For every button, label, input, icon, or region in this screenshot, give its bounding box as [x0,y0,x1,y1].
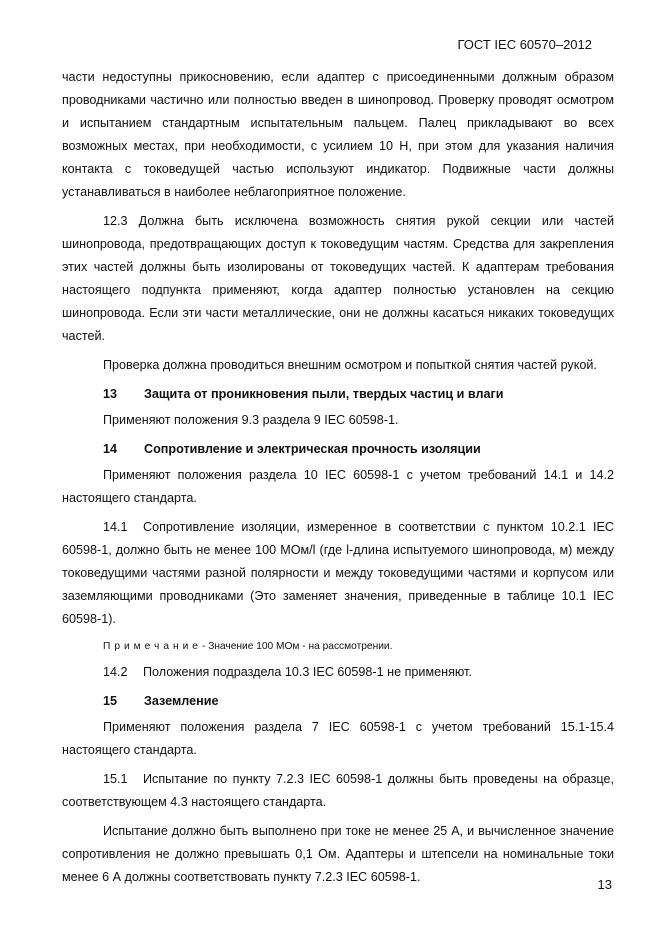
section-title: Сопротивление и электрическая прочность изоляции [144,442,481,456]
note-label: Примечание [103,641,202,652]
clause-number: 14.1 [103,520,128,534]
note-text: - Значение 100 МОм - на рассмотрении. [201,641,393,652]
clause-number: 15.1 [103,772,128,786]
note [62,637,614,657]
paragraph-verification: Проверка должна проводиться внешним осмотром и попыткой снятия частей рукой. [103,358,597,372]
section-number: 15 [103,694,118,708]
paragraph-15-text: Применяют положения раздела 7 IEC 60598-1 с учетом требований 15.1-15.4 настоящего стандарта. [62,720,614,757]
clause-14-2 [62,661,614,684]
section-number: 13 [103,387,118,401]
section-title: Защита от проникновения пыли, твердых частиц и влаги [144,387,504,401]
section-14-heading [62,438,614,460]
document-body [62,66,614,895]
paragraph-15-test: Испытание должно быть выполнено при токе не менее 25 А, и вычисленное значение сопротивления не должно превышать 0,1 Ом. Адаптеры и штепсели на номинальные токи менее 6 А должны соответствовать пункту 7.2.3 IEC 60598-1. [62,824,614,884]
section-15-heading [62,690,614,712]
page-number: 13 [597,877,612,892]
paragraph-13-text: Применяют положения 9.3 раздела 9 IEC 60598-1. [103,413,399,427]
clause-text: Положения подраздела 10.3 IEC 60598-1 не применяют. [143,665,472,679]
clause-text: Испытание по пункту 7.2.3 IEC 60598-1 должны быть проведены на образце, соответствующем 4.3 настоящего стандарта. [62,772,614,809]
clause-15-1 [62,768,614,814]
clause-text: Сопротивление изоляции, измеренное в соответствии с пунктом 10.2.1 IEC 60598-1, должно быть не менее 100 МОм/l (где l-длина испытуемого шинопровода, м) между токоведущими частями разной полярности и между токоведущими частями и корпусом или заземляющими проводниками (Это заменяет значения, приведенные в таблице 10.1 IEC 60598-1). [62,520,614,626]
paragraph-12-3: 12.3 Должна быть исключена возможность снятия рукой секции или частей шинопровода, предотвращающих доступ к токоведущим частям. Средства для закрепления этих частей должны быть изолированы от токоведущих частей. К адаптерам требования настоящего подпункта применяют, когда адаптер полностью установлен на секцию шинопровода. Если эти части металлические, они не должны касаться никаких токоведущих частей. [62,214,614,343]
paragraph-14-text: Применяют положения раздела 10 IEC 60598-1 с учетом требований 14.1 и 14.2 настоящего стандарта. [62,468,614,505]
section-number: 14 [103,442,118,456]
clause-14-1 [62,516,614,631]
document-header: ГОСТ IEC 60570–2012 [457,37,592,52]
clause-number: 14.2 [103,665,128,679]
section-13-heading [62,383,614,405]
paragraph-continuation: части недоступны прикосновению, если адаптер с присоединенными должным образом проводниками частично или полностью введен в шинопровод. Проверку проводят осмотром и испытанием стандартным испытательным пальцем. Палец прикладывают во всех возможных местах, при необходимости, с усилием 10 Н, при этом для указания наличия контакта с токоведущей частью используют индикатор. Подвижные части должны устанавливаться в наиболее неблагоприятное положение. [62,70,614,199]
section-title: Заземление [144,694,219,708]
